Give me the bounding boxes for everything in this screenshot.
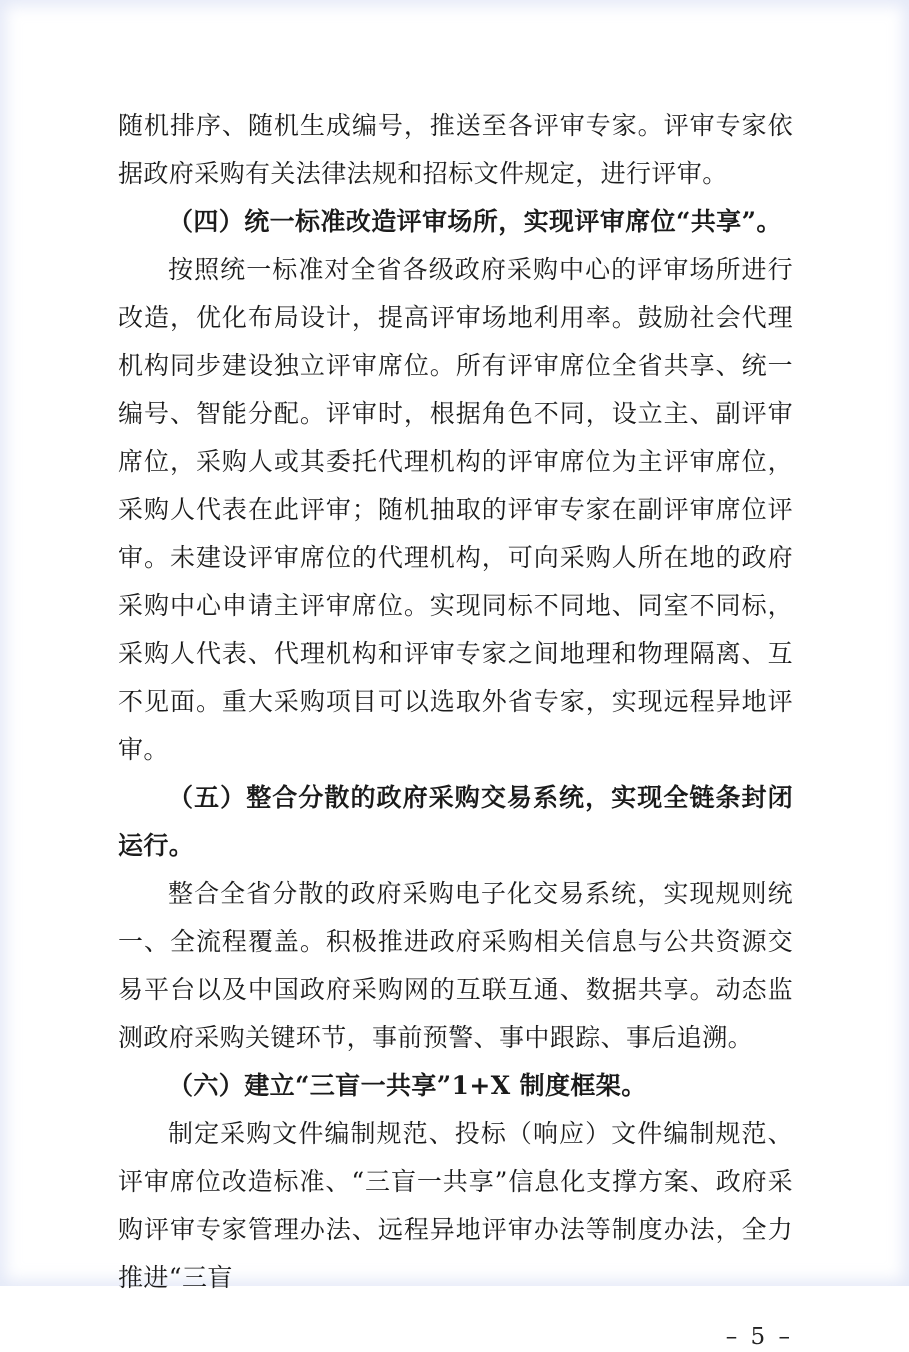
paragraph-section-6: 制定采购文件编制规范、投标（响应）文件编制规范、评审席位改造标准、“三盲一共享”信息化支撑方案、政府采购评审专家管理办法、远程异地评审办法等制度办法，全力推进“三盲 bbox=[118, 1119, 793, 1292]
paragraph-section-4: 按照统一标准对全省各级政府采购中心的评审场所进行改造，优化布局设计，提高评审场地利用率。鼓励社会代理机构同步建设独立评审席位。所有评审席位全省共享、统一编号、智能分配。评审时，根据角色不同，设立主、副评审席位，采购人或其委托代理机构的评审席位为主评审席位，采购人代表在此评审；随机抽取的评审专家在副评审席位评审。未建设评审席位的代理机构，可向采购人所在地的政府采购中心申请主评审席位。实现同标不同地、同室不同标，采购人代表、代理机构和评审专家之间地理和物理隔离、互不见面。重大采购项目可以选取外省专家，实现远程异地评审。 bbox=[118, 255, 793, 764]
page-number: – 5 – bbox=[725, 1324, 793, 1350]
section-heading-6: （六）建立“三盲一共享”1+X 制度框架。 bbox=[168, 1071, 647, 1100]
paragraph-continued: 随机排序、随机生成编号，推送至各评审专家。评审专家依据政府采购有关法律法规和招标文件规定，进行评审。 bbox=[118, 111, 793, 188]
section-heading-4: （四）统一标准改造评审场所，实现评审席位“共享”。 bbox=[168, 207, 782, 236]
section-heading-5: （五）整合分散的政府采购交易系统，实现全链条封闭运行。 bbox=[118, 783, 793, 860]
paragraph-section-5: 整合全省分散的政府采购电子化交易系统，实现规则统一、全流程覆盖。积极推进政府采购相关信息与公共资源交易平台以及中国政府采购网的互联互通、数据共享。动态监测政府采购关键环节，事前预警、事中跟踪、事后追溯。 bbox=[118, 879, 793, 1052]
